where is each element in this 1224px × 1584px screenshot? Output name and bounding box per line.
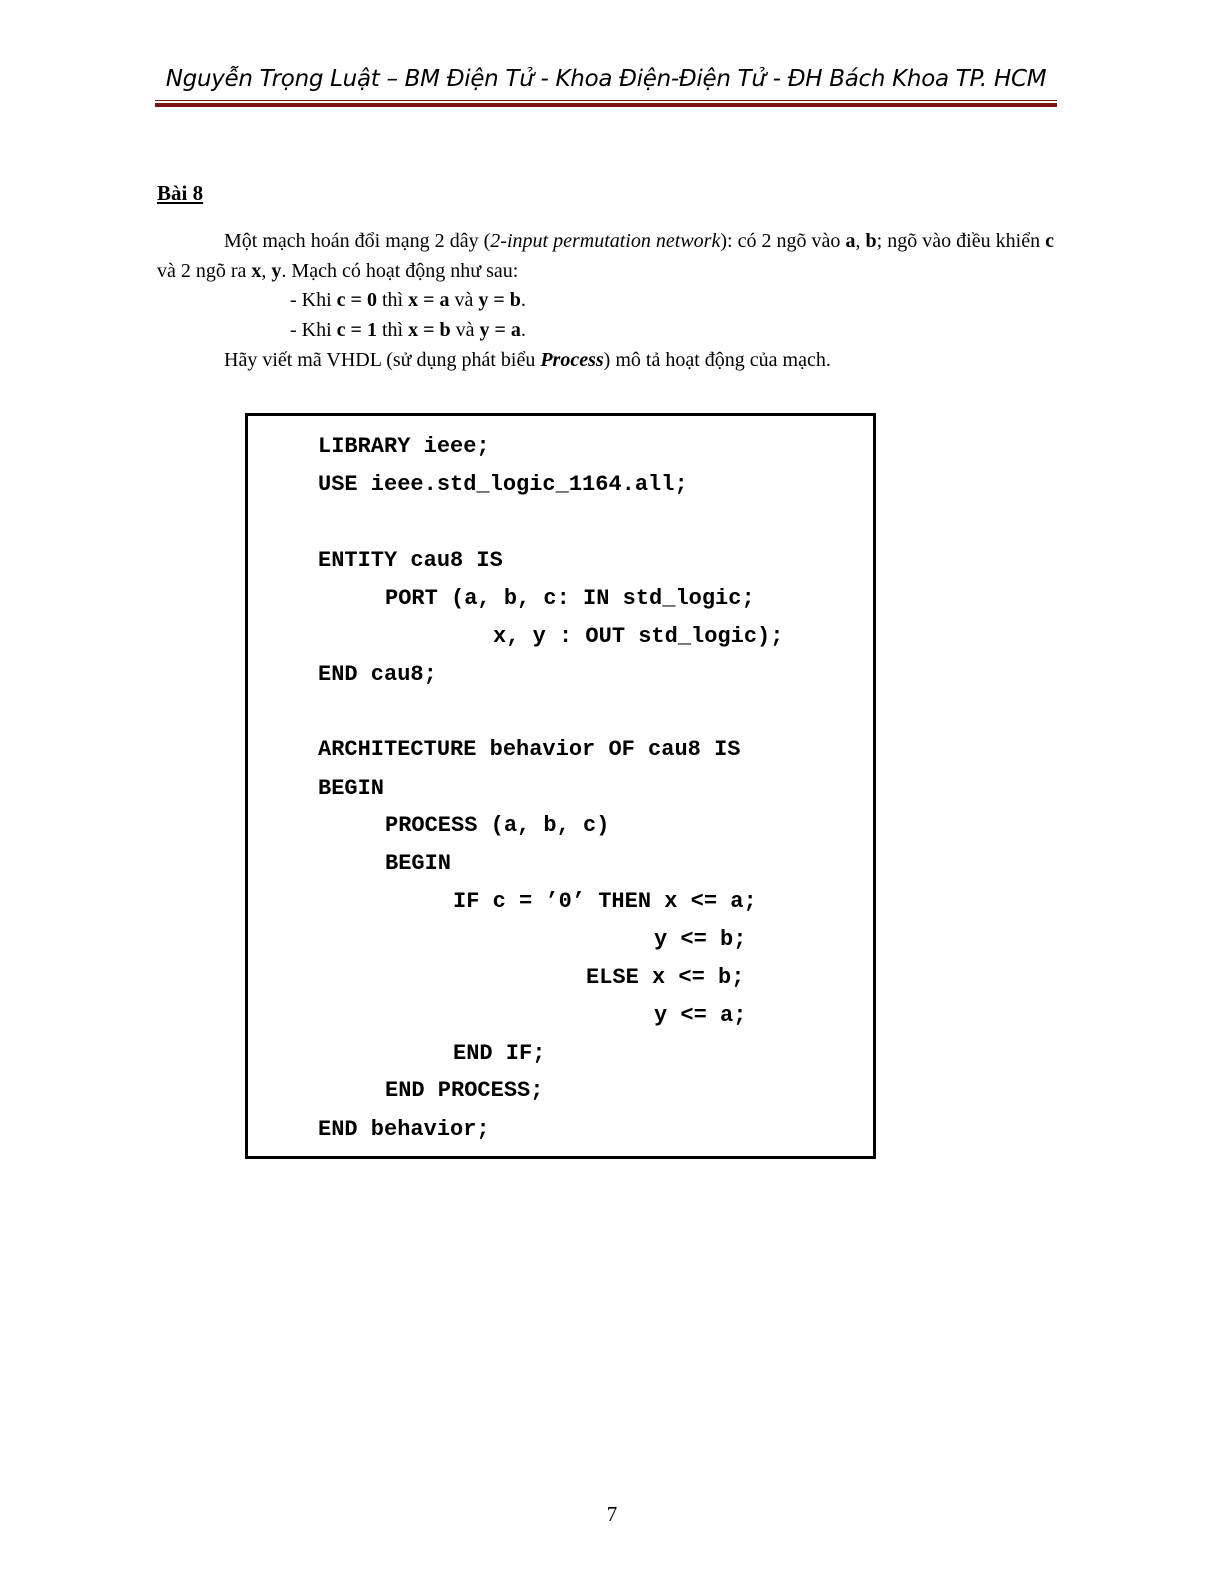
code-line: END cau8; <box>318 662 437 687</box>
code-line: y <= b; <box>654 927 747 952</box>
code-line: END PROCESS; <box>385 1078 544 1103</box>
header-rule-thin <box>155 100 1057 101</box>
code-line: ELSE x <= b; <box>586 965 745 990</box>
code-line: USE ieee.std_logic_1164.all; <box>318 472 688 497</box>
condition-c0: - Khi c = 0 thì x = a và y = b. <box>290 289 526 311</box>
code-line: PORT (a, b, c: IN std_logic; <box>385 586 755 611</box>
code-line: END IF; <box>453 1041 546 1066</box>
code-line: ENTITY cau8 IS <box>318 548 503 573</box>
code-line: y <= a; <box>654 1003 747 1028</box>
code-line: BEGIN <box>318 776 385 801</box>
exercise-task: Hãy viết mã VHDL (sử dụng phát biểu Process) mô tả hoạt động của mạch. <box>224 349 831 371</box>
page-header: Nguyễn Trọng Luật – BM Điện Tử - Khoa Điện-Điện Tử - ĐH Bách Khoa TP. HCM <box>165 66 1047 92</box>
code-line: PROCESS (a, b, c) <box>385 813 610 838</box>
exercise-title: Bài 8 <box>157 181 204 205</box>
page-number: 7 <box>606 1502 618 1526</box>
code-line: END behavior; <box>318 1117 490 1142</box>
header-rule-thick <box>155 103 1057 107</box>
code-line: IF c = ’0’ THEN x <= a; <box>453 889 757 914</box>
exercise-intro: Một mạch hoán đổi mạng 2 dây (2-input permutation network): có 2 ngõ vào a, b; ngõ vào điều khiển c và 2 ngõ ra x, y. Mạch có hoạt động như sau: <box>157 230 1054 282</box>
code-line: ARCHITECTURE behavior OF cau8 IS <box>318 737 741 762</box>
code-line: x, y : OUT std_logic); <box>493 624 784 649</box>
condition-c1: - Khi c = 1 thì x = b và y = a. <box>290 319 526 341</box>
code-line: BEGIN <box>385 851 452 876</box>
code-line: LIBRARY ieee; <box>318 434 490 459</box>
